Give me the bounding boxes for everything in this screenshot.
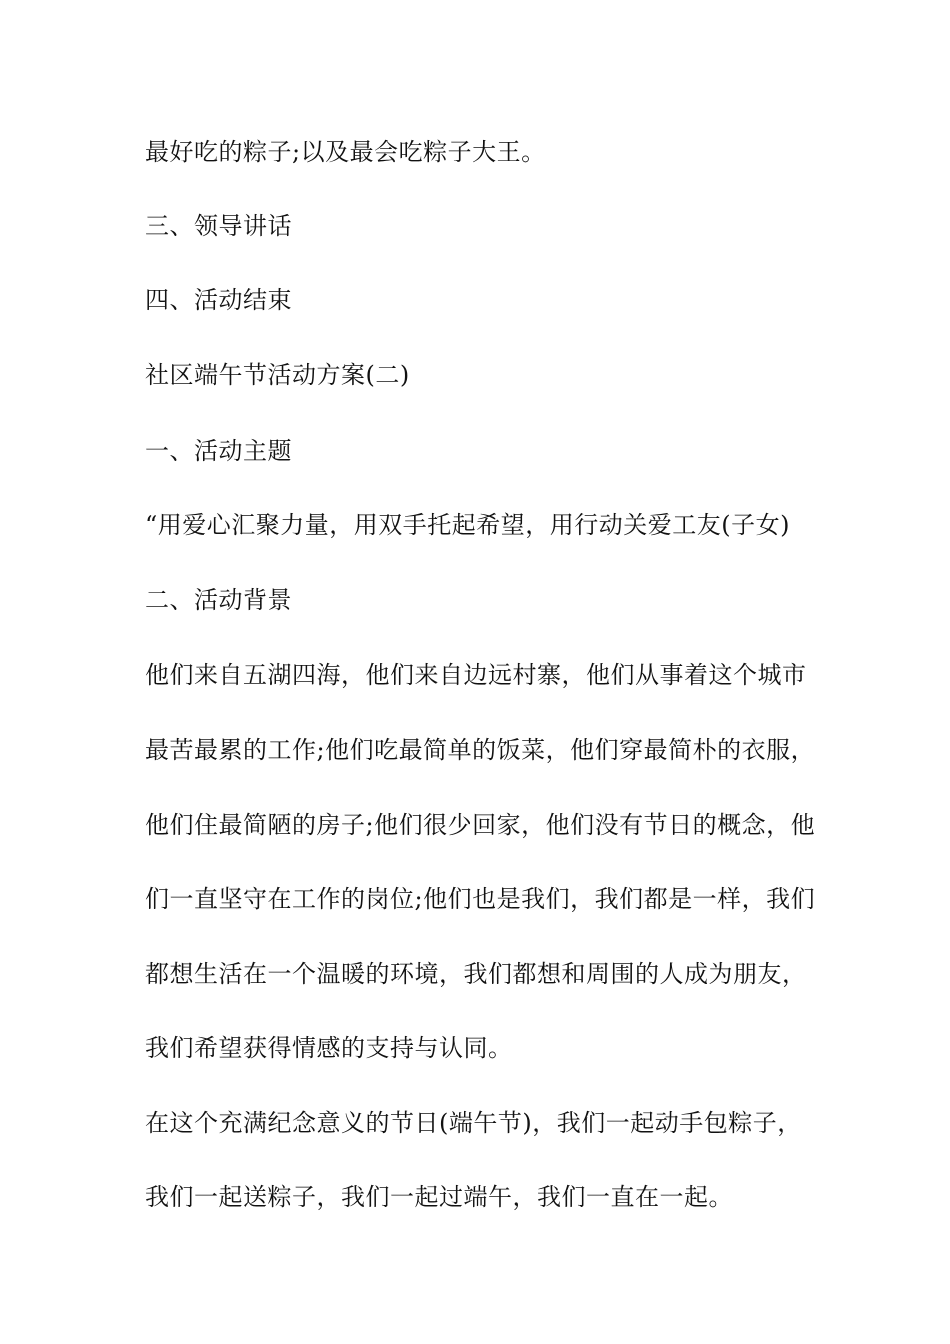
text-line-1: 最好吃的粽子;以及最会吃粽子大王。	[145, 138, 546, 166]
paragraph-line-2: 最苦最累的工作;他们吃最简单的饭菜，他们穿最简朴的衣服，	[145, 736, 816, 764]
paragraph2-line-1: 在这个充满纪念意义的节日(端午节)，我们一起动手包粽子，	[145, 1109, 802, 1137]
paragraph-line-4: 们一直坚守在工作的岗位;他们也是我们，我们都是一样，我们	[145, 885, 816, 913]
heading-leader-speech: 三、领导讲话	[145, 212, 292, 240]
heading-activity-theme: 一、活动主题	[145, 437, 292, 465]
paragraph-line-6: 我们希望获得情感的支持与认同。	[145, 1034, 513, 1062]
theme-slogan: “用爱心汇聚力量，用双手托起希望，用行动关爱工友(子女)	[145, 511, 790, 539]
section-title-plan-two: 社区端午节活动方案(二)	[145, 361, 410, 389]
paragraph-line-3: 他们住最简陋的房子;他们很少回家，他们没有节日的概念，他	[145, 811, 816, 839]
paragraph-line-1: 他们来自五湖四海，他们来自边远村寨，他们从事着这个城市	[145, 661, 807, 689]
paragraph2-line-2: 我们一起送粽子，我们一起过端午，我们一直在一起。	[145, 1183, 733, 1211]
paragraph-line-5: 都想生活在一个温暖的环境，我们都想和周围的人成为朋友，	[145, 960, 807, 988]
heading-activity-end: 四、活动结束	[145, 286, 292, 314]
heading-activity-background: 二、活动背景	[145, 586, 292, 614]
